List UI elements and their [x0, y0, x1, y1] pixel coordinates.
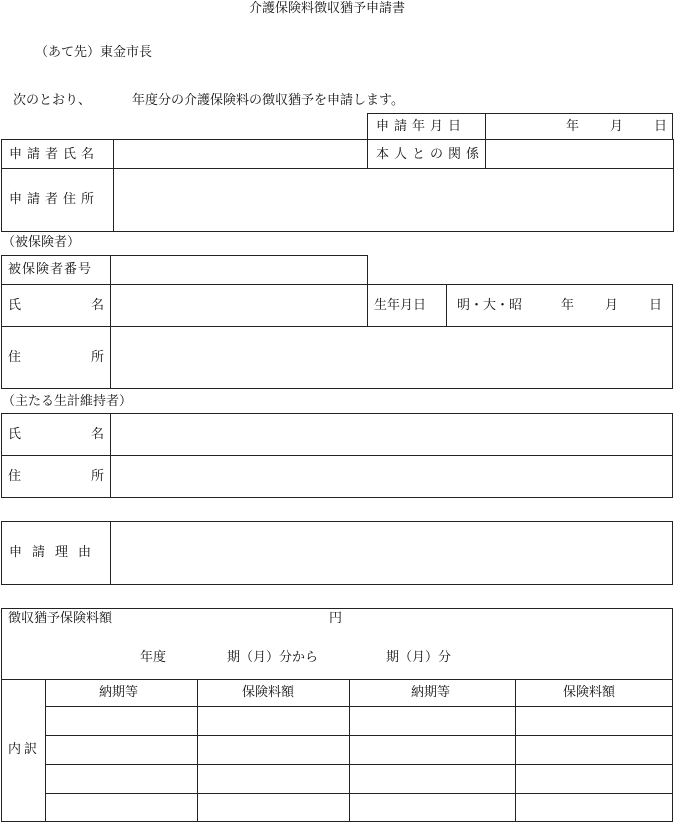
amount-period-from: 期（月）分から: [227, 650, 319, 665]
relation-label: 本人との関係: [376, 147, 485, 162]
intro-text-after: 年度分の介護保険料の徴収猶予を申請します。: [132, 93, 404, 108]
breakdown-header-due-1: 納期等: [99, 685, 139, 700]
birth-year: 年: [561, 298, 575, 313]
insured-name-label-2: 名: [91, 298, 105, 313]
insured-address-field[interactable]: [115, 330, 668, 385]
insured-address-label-2: 所: [91, 350, 105, 365]
relation-field[interactable]: [490, 142, 670, 166]
breakdown-header-amount-1: 保険料額: [242, 685, 295, 700]
addressee: （あて先）東金市長: [35, 45, 153, 60]
breakdown-header-due-2: 納期等: [411, 685, 451, 700]
birth-era: 明・大・昭: [457, 298, 523, 313]
breakdown-header-amount-2: 保険料額: [563, 685, 616, 700]
reason-label: 申請理由: [9, 545, 102, 560]
insured-name-field[interactable]: [115, 288, 363, 322]
reason-field[interactable]: [115, 525, 668, 581]
insured-number-label: 被保険者番号: [8, 262, 93, 277]
application-date-day: 日: [654, 119, 668, 134]
amount-box: [1, 608, 673, 822]
applicant-address-label: 申請者住所: [9, 192, 100, 207]
supporter-name-label-1: 氏: [8, 427, 22, 442]
form-title: 介護保険料徴収猶予申請書: [249, 1, 406, 16]
application-date-year: 年: [566, 119, 580, 134]
application-date-month: 月: [610, 119, 624, 134]
amount-label: 徴収猶予保険料額: [8, 611, 113, 626]
amount-period-to: 期（月）分: [386, 650, 452, 665]
insured-name-label-1: 氏: [8, 298, 22, 313]
insured-section-label: （被保険者）: [2, 235, 81, 250]
applicant-name-field[interactable]: [118, 142, 363, 166]
birth-month: 月: [605, 298, 619, 313]
applicant-address-field[interactable]: [118, 172, 670, 228]
birth-day: 日: [649, 298, 663, 313]
breakdown-label: 内訳: [8, 742, 41, 757]
applicant-name-label: 申請者氏名: [9, 147, 100, 162]
supporter-address-label-1: 住: [8, 469, 22, 484]
amount-fiscal-year: 年度: [140, 650, 167, 665]
supporter-name-field[interactable]: [115, 417, 668, 451]
application-date-label: 申請年月日: [376, 119, 467, 134]
supporter-name-label-2: 名: [91, 427, 105, 442]
supporter-address-label-2: 所: [91, 469, 105, 484]
amount-unit: 円: [329, 611, 343, 626]
insured-number-field[interactable]: [115, 258, 363, 282]
supporter-address-field[interactable]: [115, 459, 668, 494]
supporter-section-label: （主たる生計維持者）: [2, 394, 133, 409]
intro-text-before: 次のとおり、: [13, 93, 92, 108]
birth-date-label: 生年月日: [374, 298, 427, 313]
insured-address-label-1: 住: [8, 350, 22, 365]
